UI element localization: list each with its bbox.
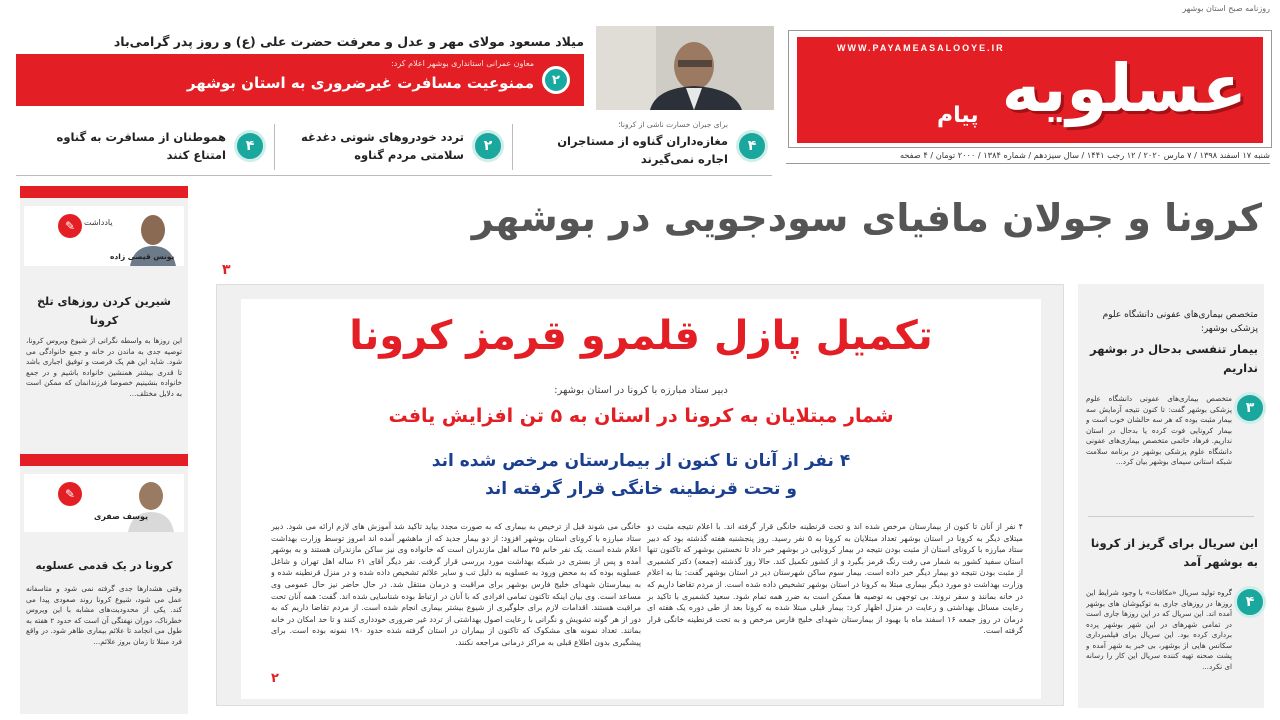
left-card-2-title: کرونا در یک قدمی عسلویه [35, 560, 173, 572]
left-card-1-label: یادداشت [84, 218, 113, 227]
teaser-3-number: ۴ [234, 130, 266, 162]
left-sidebar [20, 182, 188, 714]
right-card-1-kicker: متخصص بیماری‌های عفونی دانشگاه علوم پزشکی بوشهر: [1102, 310, 1258, 334]
right-sidebar [1078, 284, 1264, 708]
left-card-1-author: یونس قیصی زاده [110, 252, 175, 261]
teaser-1-number: ۴ [736, 130, 768, 162]
left-card-2-num: ۲ [168, 450, 178, 468]
note-badge-icon-2: ✎ [58, 482, 82, 506]
teaser-3[interactable] [16, 118, 270, 176]
red-headline-box [16, 54, 584, 106]
logo-main: عسلویه [1001, 50, 1247, 127]
center-subtitle: شمار مبتلایان به کرونا در استان به ۵ تن افزایش یافت [388, 405, 894, 427]
right-card-1-number: ۳ [1234, 392, 1266, 424]
center-col-1: ۴ نفر از آنان تا کنون از بیمارستان مرخص شده اند و تحت قرنطینه خانگی قرار گرفته اند. با اعلام نتیجه مثبت دو مبتلای دیگر به کرونا در استان بوشهر تعداد مبتلایان به کرونا به ۵ نفر رسید. روز پنجشنبه هفته گذشته بود که دبیر ستاد مبارزه با کرونای استان از مثبت بودن نتیجه در بیمار کرونایی در بوشهر خبر داد تا نخستین بوشهر که تاکنون تنها استان سفید کشور به شمار می رفت رنگ قرمز بگیرد و از کشور تکمیل کند. حالا روز گذشته (جمعه) دکتر کشمیری از مثبت بودن نتیجه دو بیمار دیگر خبر داده است. بیمار سوم ساکن شهرستان دیر در استان بوشهر گفت: بنا به اعلام وزارت بهداشت دو مورد دیگر بیماری مبتلا به کرونا در استان بوشهر تشخیص داده شده است. از مردم تقاضا داریم که در خانه بمانند و سفر نروند. بی توجهی به توصیه ها ممکن است به ضرر همه تمام شود. سعید کشمیری با تاکید بر رعایت مسائل بهداشتی و رعایت در منزل اظهار کرد: بیمار قبلی مبتلا شده به کرونا بعد از طی دوره یک هفته ای درمان در روز جمعه ۱۶ اسفند ماه با بهبود از بیمارستان شهدای خلیج فارس مرخص و به تحت قرنطینه خانگی قرار گرفته است. [647, 522, 1023, 636]
teaser-1[interactable] [544, 118, 772, 176]
right-card-2-title: این سریال برای گریز از کرونا به بوشهر آمد [1090, 536, 1258, 569]
right-card-1-body: متخصص بیماری‌های عفونی دانشگاه علوم پزشکی بوشهر گفت: تا کنون نتیجه آزمایش سه بیمار مثبت بوده که هر سه حالشان خوب است و بیمار کرونایی فوت کرده یا بدحال در استان نداریم. فرهاد حاتمی متخصص بیماری‌های عفونی دانشگاه علوم پزشکی بوشهر در برنامه سلامت شبکه استانی سیمای بوشهر بیان کرد... [1086, 394, 1232, 466]
dateline: شنبه ۱۷ اسفند ۱۳۹۸ / ۷ مارس ۲۰۲۰ / ۱۲ رجب ۱۴۴۱ / سال سیزدهم / شماره ۱۳۸۴ / ۲۰۰۰ تومان / ۴ صفحه [786, 150, 1270, 164]
center-deck-1: ۴ نفر از آنان تا کنون از بیمارستان مرخص شده اند [431, 451, 851, 471]
teaser-divider-2 [274, 124, 275, 170]
left-card-1-bar [20, 186, 188, 198]
left-card-2-bar [20, 454, 188, 466]
teaser-2-number: ۲ [472, 130, 504, 162]
right-card-1-title: بیمار تنفسی بدحال در بوشهر نداریم [1090, 342, 1258, 375]
official-portrait-icon [596, 26, 774, 110]
center-page-ref: ۲ [271, 671, 279, 686]
center-kicker: دبیر ستاد مبارزه با کرونا در استان بوشهر: [554, 385, 728, 396]
left-card-1-num: ۲ [168, 182, 178, 200]
teaser-1-kicker: برای جبران خسارت ناشی از کرونا؛ [618, 120, 728, 129]
masthead-logo-box [797, 37, 1263, 143]
center-col-2: خانگی می شوند قبل از ترخیص به بیماری که به صورت مجدد بیاید تاکید شد آموزش های لازم ارائه می شود. دبیر ستاد مبارزه با کرونای استان بوشهر افزود: از دو بیمار جدید که از ماهشهر آمده اند امروز توسط وزارت بهداشت اعلام شده است. یک نفر خانم ۳۵ ساله اهل مازندران است که خانواده وی نیز ساکن مازندران هستند و به بوشهر آمده و پس از بستری در شبکه بهداشت مورد بررسی قرار گرفت. نفر دیگر آقای ۶۱ ساله اهل تهران و شاغل عسلویه بوده که به محض ورود به عسلویه به دلیل تب و سایر علائم تشخیص داده شده و در منزل قرنطینه شده و به بیمارستان شهدای خلیج فارس بوشهر برای مراقبت و درمان منتقل شد. در حال حاضر نیز حال عمومی وی مساعد است. وی بیان اینکه تاکنون تمامی افرادی که با آنان در ارتباط بوده شناسایی شده اند. گفت: همه آنان تحت مراقبت هستند. اقدامات لازم برای جلوگیری از شیوع بیشتر بیماری انجام شده است. از مردم تقاضا داریم که به دور از هر گونه تشویش و نگرانی با رعایت اصول بهداشتی از تردد غیر ضروری خودداری کنند و تا حد امکان در خانه بمانند. تعداد نمونه های مشکوک که تاکنون از بیماران در استان گرفته شده حدود ۱۹۰ نمونه بوده است. برای پیشگیری بدون اطلاع قبلی به مراکز درمانی مراجعه نکنند. [271, 522, 641, 647]
center-article [216, 284, 1064, 706]
masthead [788, 30, 1272, 148]
teaser-3-title: هموطنان از مسافرت به گناوه امتناع کنند [56, 130, 226, 162]
author-portrait-icon-2 [122, 476, 180, 532]
red-box-title: ممنوعیت مسافرت غیرضروری به استان بوشهر [186, 74, 534, 92]
header-photo [596, 26, 774, 110]
tagline: روزنامه صبح استان بوشهر [1182, 4, 1270, 13]
website-label: WWW.PAYAMEASALOOYE.IR [837, 43, 1005, 53]
teaser-row [16, 118, 772, 176]
left-card-2-photo [24, 474, 184, 532]
red-box-number: ۲ [542, 66, 570, 94]
teaser-2[interactable] [280, 118, 508, 176]
red-box-kicker: معاون عمرانی استانداری بوشهر اعلام کرد: [391, 59, 534, 68]
right-card-2-body: گروه تولید سریال «مکافات» با وجود شرایط این روزها در روزهای جاری به توکیوشان های بوشهر آمده اند. این سریال که در این روزها جاری است در تمامی شهرهای در این شهر بوشهر پرده برداری کرده بود. این سریال برای فیلمبرداری سکانس هایی از بوشهر، بی خبر به شهر آمده و پشت صحنه تهیه کننده سریال این کار را رسانه ای نکرد... [1086, 588, 1232, 671]
main-headline: کرونا و جولان مافیای سودجویی در بوشهر [471, 196, 1262, 240]
teaser-divider-1 [512, 124, 513, 170]
note-badge-icon: ✎ [58, 214, 82, 238]
logo-sub: پیام [937, 103, 979, 128]
center-title: تکمیل پازل قلمرو قرمز کرونا [349, 313, 933, 359]
center-article-inner [241, 299, 1041, 699]
teaser-1-title: مغازه‌داران گناوه از مستاجران اجاره نمی‌گیرند [557, 134, 728, 166]
main-headline-page: ۳ [222, 262, 231, 278]
right-card-2-number: ۴ [1234, 586, 1266, 618]
left-card-1-photo [24, 206, 184, 266]
center-deck-2: و تحت قرنطینه خانگی قرار گرفته اند [485, 479, 797, 499]
right-sidebar-divider [1088, 516, 1254, 517]
top-headline: میلاد مسعود مولای مهر و عدل و معرفت حضرت علی (ع) و روز پدر گرامی‌باد [113, 34, 584, 49]
left-card-1-title: شیرین کردن روزهای تلخ کرونا [37, 295, 171, 327]
left-card-2-author: یوسف صفری [94, 512, 148, 521]
left-card-2-body: وقتی هشدارها جدی گرفته نمی شود و متاسفانه عمل می شود، شیوع کرونا روند صعودی پیدا می کند. یکی از محدودیت‌های مشابه با این ویروس خطرناک، دوران نهفتگی آن است که حدود ۲ هفته به طول می انجامد تا علائم بیماری ظاهر شود. در واقع فرد مبتلا تا زمان بروز علائم... [26, 584, 182, 646]
left-card-1-body: این روزها به واسطه نگرانی از شیوع ویروس کرونا، توصیه جدی به ماندن در خانه و جمع خانوادگی می شود. شاید این هم یک فرصت و توفیق اجباری باشد تا قدری بیشتر همنشین خانواده باشیم و در جمع خانواده بنشینیم خصوصا فرزندانمان که ممکن است به دلایل مختلف... [26, 336, 182, 398]
teaser-2-title: تردد خودروهای شوتی دغدغه سلامتی مردم گناوه [301, 130, 464, 162]
